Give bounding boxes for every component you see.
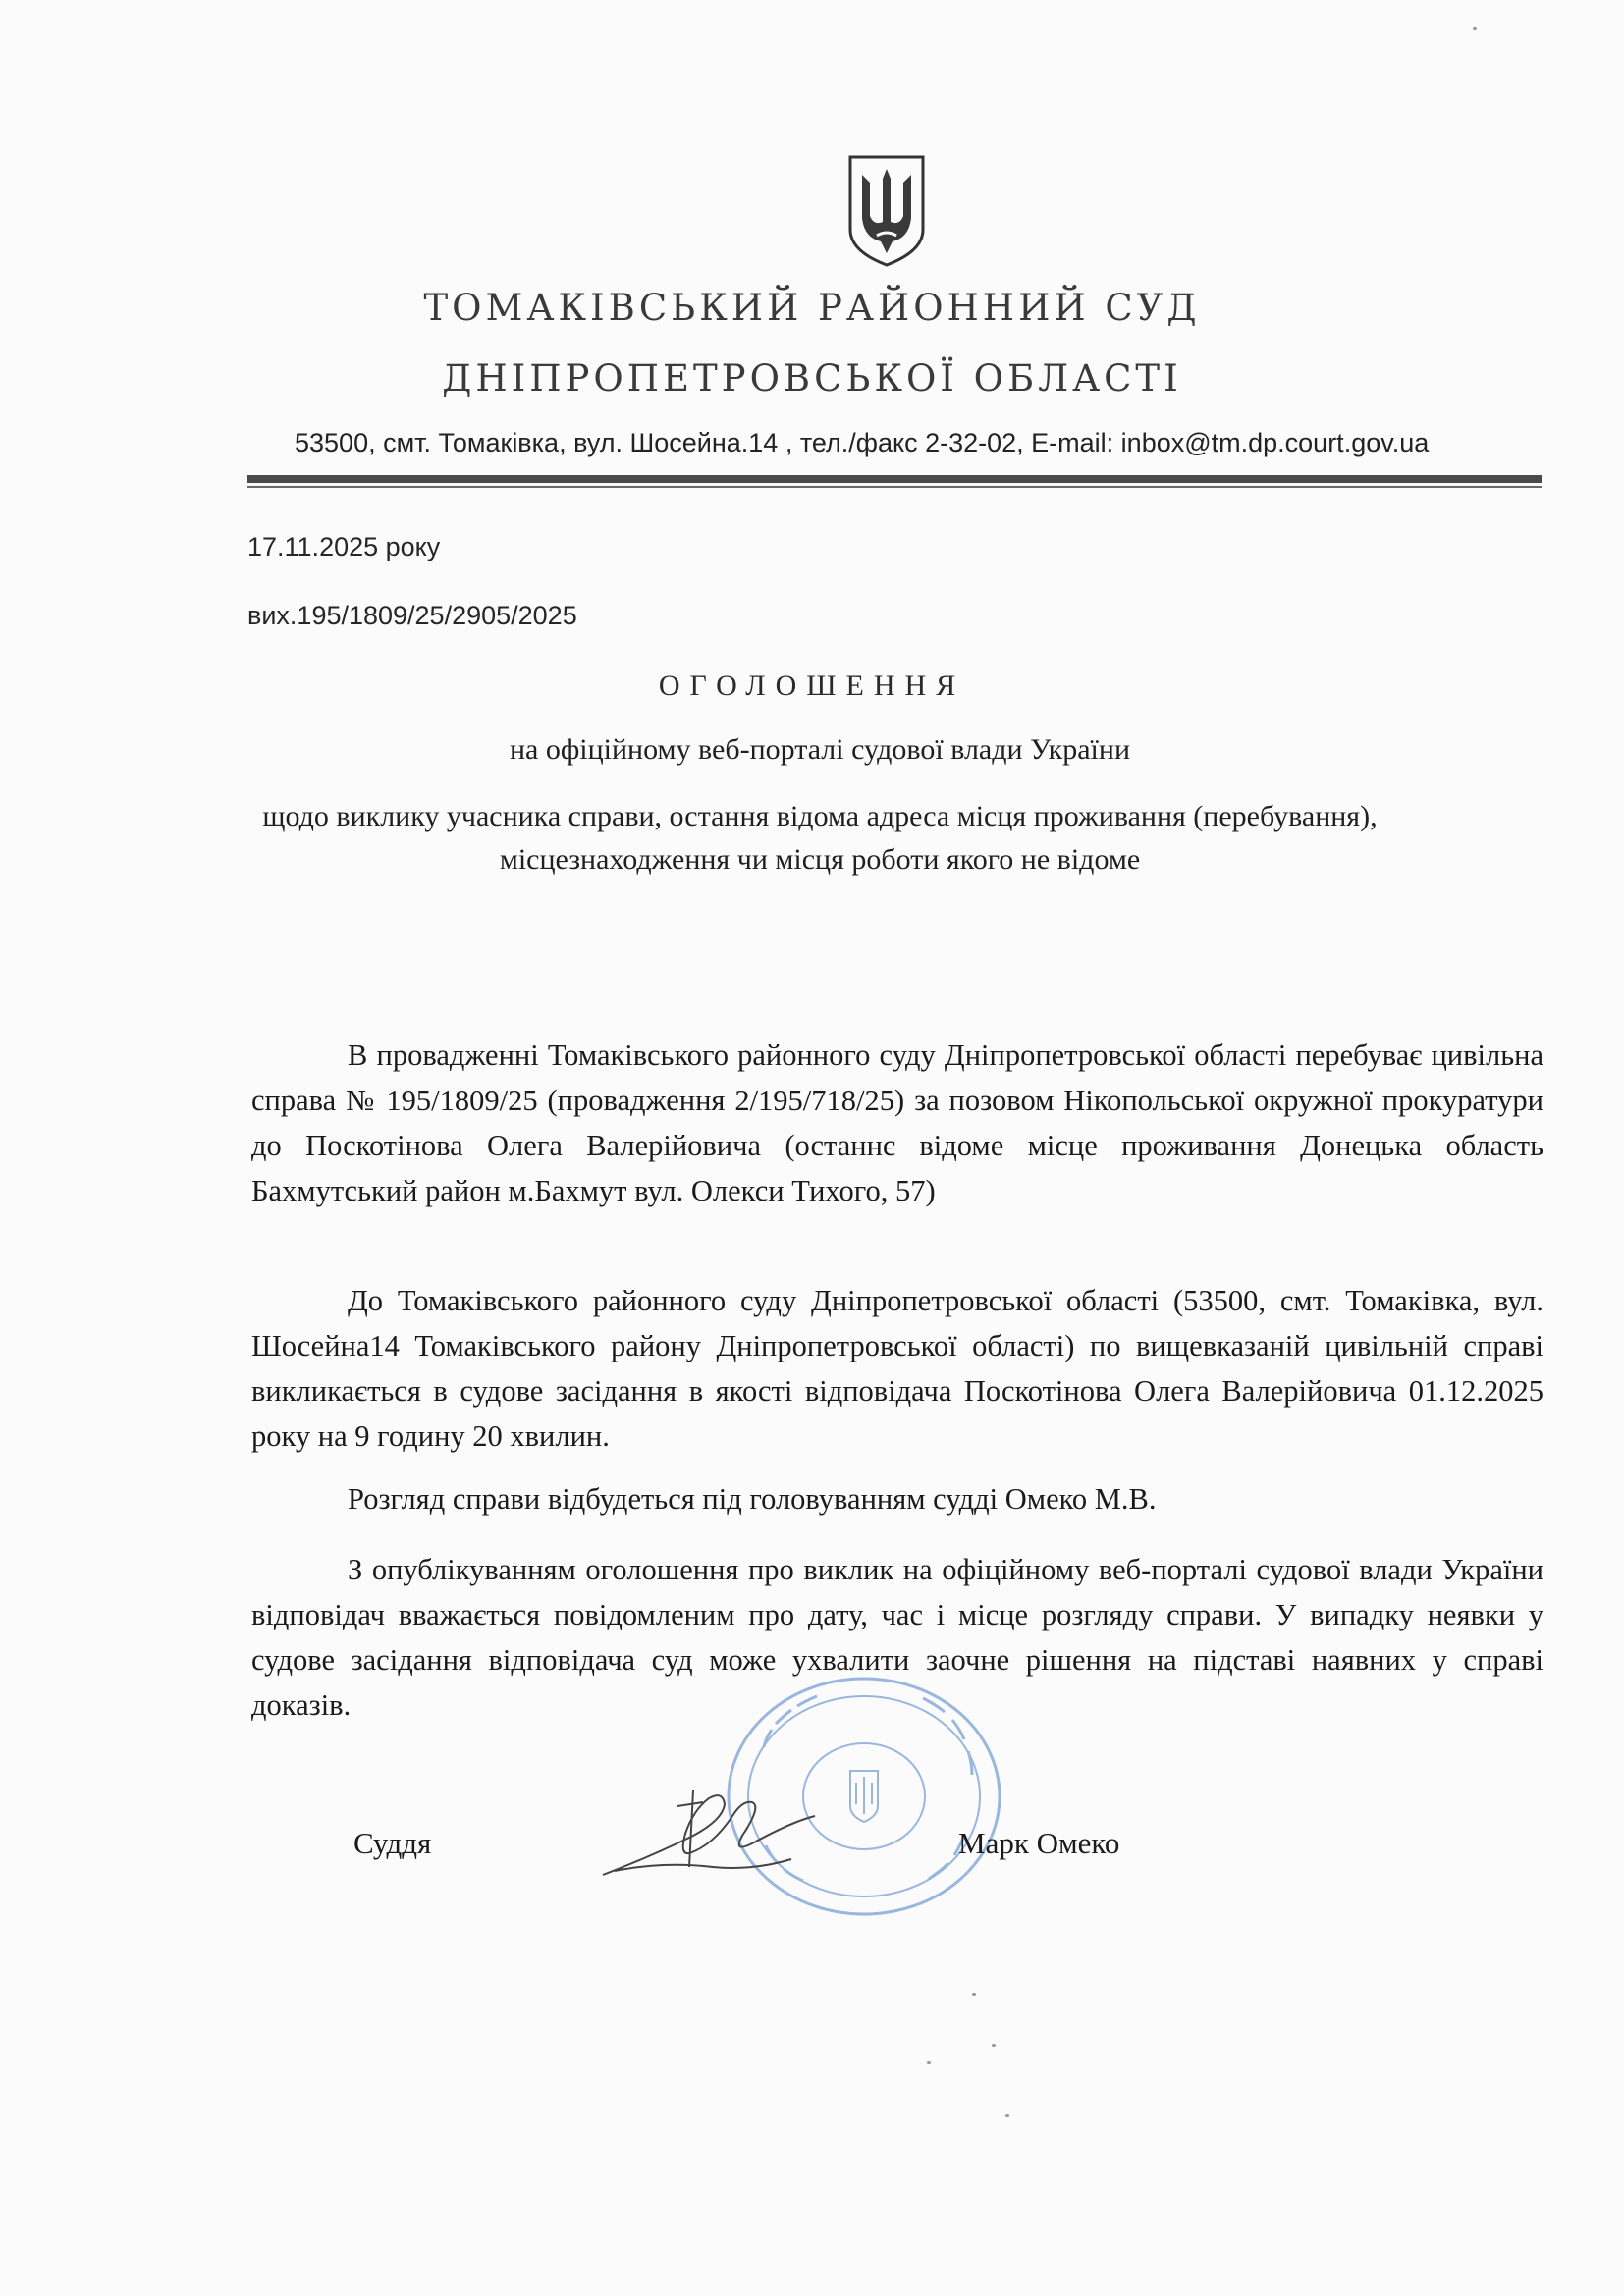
trident-icon bbox=[844, 153, 929, 269]
header-rule-thin bbox=[247, 486, 1542, 488]
body-paragraph-1: В провадженні Томаківського районного суду Дніпропетровської області перебуває цивільна справа № 195/1809/25 (провадження 2/195/718/25) за позовом Нікопольської окружної прокуратури до Поскотінова Олега Валерійовича (останнє відоме місце проживання Донецька область Бахмутський район м.Бахмут вул. Олекси Тихого, 57) bbox=[251, 1039, 1543, 1207]
document-date: 17.11.2025 року bbox=[247, 532, 441, 561]
judge-name: Марк Омеко bbox=[958, 1826, 1120, 1860]
court-name-line1: ТОМАКІВСЬКИЙ РАЙОННИЙ СУД bbox=[423, 287, 1201, 329]
scan-speck bbox=[1005, 2114, 1009, 2117]
handwritten-signature-icon bbox=[595, 1777, 821, 1885]
scan-speck bbox=[927, 2061, 931, 2064]
announcement-title: ОГОЛОШЕННЯ bbox=[658, 669, 966, 702]
header-rule bbox=[247, 475, 1542, 483]
scan-speck bbox=[1473, 27, 1477, 30]
body-paragraph-2: До Томаківського районного суду Дніпропетровської області (53500, смт. Томаківка, вул. Шосейна14 Томаківського району Дніпропетровської області) по вищевказаній цивільній справі викликається в судове засідання в якості відповідача Поскотінова Олега Валерійовича 01.12.2025 року на 9 годину 20 хвилин. bbox=[251, 1284, 1543, 1453]
court-address: 53500, смт. Томаківка, вул. Шосейна.14 , тел./факс 2-32-02, E-mail: inbox@tm.dp.court.gov.ua bbox=[295, 428, 1430, 457]
scan-speck bbox=[972, 1993, 976, 1996]
court-name-line2: ДНІПРОПЕТРОВСЬКОЇ ОБЛАСТІ bbox=[442, 357, 1182, 400]
signature-label: Суддя bbox=[353, 1826, 432, 1860]
body-paragraph-4: З опублікуванням оголошення про виклик на офіційному веб-порталі судової влади України відповідач вважається повідомленим про дату, час і місце розгляду справи. У випадку неявки у судове засідання відповідача суд може ухвалити заочне рішення на підставі наявних у справі доказів. bbox=[251, 1553, 1543, 1722]
outgoing-number: вих.195/1809/25/2905/2025 bbox=[247, 601, 577, 630]
announcement-subject: щодо виклику учасника справи, остання відома адреса місця проживання (перебування), місцезнаходження чи місця роботи якого не відоме bbox=[262, 800, 1378, 876]
body-paragraph-3: Розгляд справи відбудеться під головуванням судді Омеко М.В. bbox=[348, 1482, 1157, 1516]
announcement-subtitle: на офіційному веб-порталі судової влади України bbox=[509, 733, 1131, 766]
scan-speck bbox=[992, 2044, 996, 2047]
